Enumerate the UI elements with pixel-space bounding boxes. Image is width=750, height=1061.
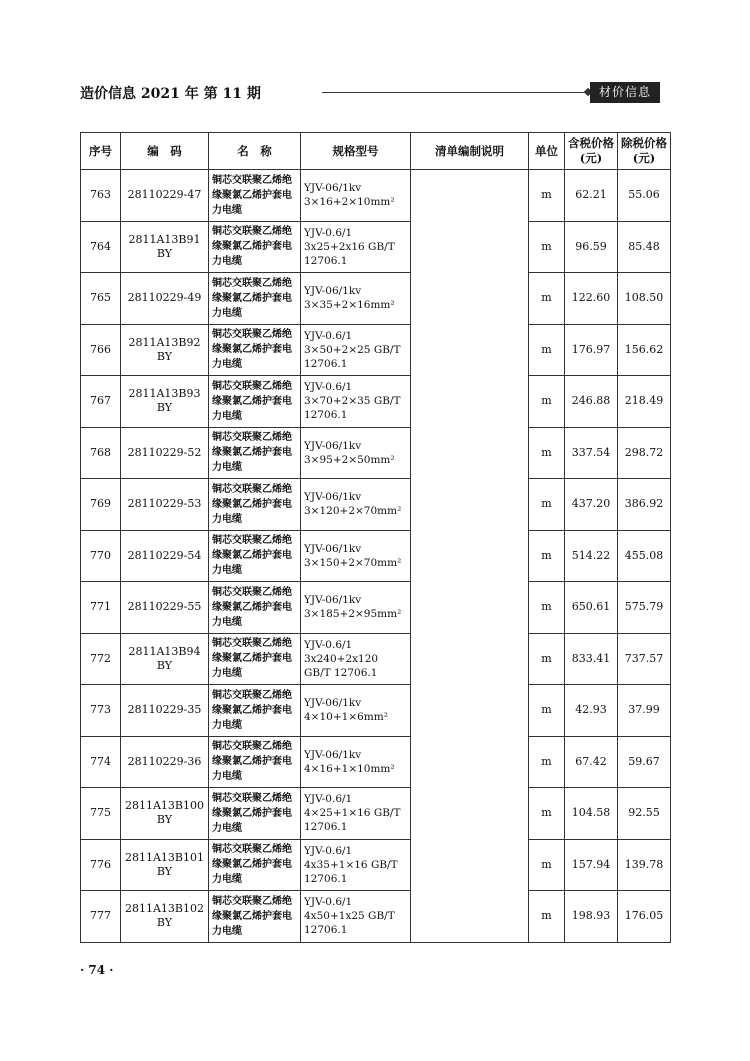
item-spec: YJV-0.6/1 4x50+1x25 GB/T 12706.1 xyxy=(301,891,411,943)
item-code: 2811A13B100 BY xyxy=(121,788,209,840)
table-row xyxy=(81,170,671,222)
item-unit: m xyxy=(529,736,565,788)
price-with-tax: 198.93 xyxy=(565,891,618,943)
col-header-no: 序号 xyxy=(81,133,121,170)
row-number: 774 xyxy=(81,736,121,788)
item-unit: m xyxy=(529,891,565,943)
price-with-tax: 176.97 xyxy=(565,324,618,376)
table-row xyxy=(81,324,671,376)
item-spec: YJV-0.6/1 3x240+2x120 GB/T 12706.1 xyxy=(301,633,411,685)
item-name: 铜芯交联聚乙烯绝缘聚氯乙烯护套电力电缆 xyxy=(209,839,301,891)
table-row xyxy=(81,891,671,943)
row-number: 766 xyxy=(81,324,121,376)
item-name: 铜芯交联聚乙烯绝缘聚氯乙烯护套电力电缆 xyxy=(209,324,301,376)
col-header-unit: 单位 xyxy=(529,133,565,170)
item-code: 28110229-52 xyxy=(121,427,209,479)
table-row xyxy=(81,479,671,531)
item-name: 铜芯交联聚乙烯绝缘聚氯乙烯护套电力电缆 xyxy=(209,273,301,325)
item-name: 铜芯交联聚乙烯绝缘聚氯乙烯护套电力电缆 xyxy=(209,685,301,737)
price-with-tax: 96.59 xyxy=(565,221,618,273)
table-header-row xyxy=(81,133,671,170)
row-number: 764 xyxy=(81,221,121,273)
col-header-name: 名 称 xyxy=(209,133,301,170)
table-row xyxy=(81,788,671,840)
item-unit: m xyxy=(529,170,565,222)
table-row xyxy=(81,839,671,891)
price-without-tax: 37.99 xyxy=(618,685,671,737)
item-unit: m xyxy=(529,530,565,582)
running-header xyxy=(80,82,660,104)
item-unit: m xyxy=(529,788,565,840)
item-name: 铜芯交联聚乙烯绝缘聚氯乙烯护套电力电缆 xyxy=(209,530,301,582)
item-name: 铜芯交联聚乙烯绝缘聚氯乙烯护套电力电缆 xyxy=(209,788,301,840)
item-name: 铜芯交联聚乙烯绝缘聚氯乙烯护套电力电缆 xyxy=(209,633,301,685)
price-with-tax: 514.22 xyxy=(565,530,618,582)
price-without-tax: 575.79 xyxy=(618,582,671,634)
publication-title: 造价信息 2021 年 第 11 期 xyxy=(80,86,261,102)
item-spec: YJV-06/1kv 3×95+2×50mm² xyxy=(301,427,411,479)
col-header-spec: 规格型号 xyxy=(301,133,411,170)
table-row xyxy=(81,685,671,737)
item-name: 铜芯交联聚乙烯绝缘聚氯乙烯护套电力电缆 xyxy=(209,221,301,273)
item-spec: YJV-06/1kv 3×185+2×95mm² xyxy=(301,582,411,634)
item-name: 铜芯交联聚乙烯绝缘聚氯乙烯护套电力电缆 xyxy=(209,582,301,634)
row-number: 769 xyxy=(81,479,121,531)
item-name: 铜芯交联聚乙烯绝缘聚氯乙烯护套电力电缆 xyxy=(209,376,301,428)
price-with-tax: 650.61 xyxy=(565,582,618,634)
item-unit: m xyxy=(529,376,565,428)
price-without-tax: 386.92 xyxy=(618,479,671,531)
item-unit: m xyxy=(529,221,565,273)
item-spec: YJV-0.6/1 3×70+2×35 GB/T 12706.1 xyxy=(301,376,411,428)
table-row xyxy=(81,633,671,685)
item-unit: m xyxy=(529,839,565,891)
col-header-price-notax: 除税价格(元) xyxy=(618,133,671,170)
row-number: 773 xyxy=(81,685,121,737)
table-row xyxy=(81,273,671,325)
item-code: 28110229-49 xyxy=(121,273,209,325)
price-with-tax: 67.42 xyxy=(565,736,618,788)
price-with-tax: 337.54 xyxy=(565,427,618,479)
item-unit: m xyxy=(529,633,565,685)
table-row xyxy=(81,427,671,479)
item-code: 2811A13B102 BY xyxy=(121,891,209,943)
row-number: 776 xyxy=(81,839,121,891)
page-number: · 74 · xyxy=(80,963,114,977)
price-without-tax: 156.62 xyxy=(618,324,671,376)
section-tag: 材价信息 xyxy=(590,82,660,103)
price-with-tax: 157.94 xyxy=(565,839,618,891)
price-table xyxy=(80,132,671,943)
row-number: 765 xyxy=(81,273,121,325)
item-code: 28110229-47 xyxy=(121,170,209,222)
price-without-tax: 737.57 xyxy=(618,633,671,685)
price-without-tax: 85.48 xyxy=(618,221,671,273)
row-number: 771 xyxy=(81,582,121,634)
item-spec: YJV-0.6/1 4×25+1×16 GB/T 12706.1 xyxy=(301,788,411,840)
notes-cell xyxy=(411,170,529,943)
item-code: 2811A13B91 BY xyxy=(121,221,209,273)
item-spec: YJV-06/1kv 4×10+1×6mm² xyxy=(301,685,411,737)
item-spec: YJV-0.6/1 3×50+2×25 GB/T 12706.1 xyxy=(301,324,411,376)
row-number: 775 xyxy=(81,788,121,840)
header-rule xyxy=(322,92,588,93)
item-spec: YJV-0.6/1 4x35+1×16 GB/T 12706.1 xyxy=(301,839,411,891)
item-code: 28110229-55 xyxy=(121,582,209,634)
item-spec: YJV-06/1kv 3×150+2×70mm² xyxy=(301,530,411,582)
price-with-tax: 122.60 xyxy=(565,273,618,325)
item-unit: m xyxy=(529,427,565,479)
price-with-tax: 42.93 xyxy=(565,685,618,737)
item-spec: YJV-06/1kv 3×120+2×70mm² xyxy=(301,479,411,531)
item-unit: m xyxy=(529,582,565,634)
item-name: 铜芯交联聚乙烯绝缘聚氯乙烯护套电力电缆 xyxy=(209,427,301,479)
item-code: 2811A13B92 BY xyxy=(121,324,209,376)
item-unit: m xyxy=(529,324,565,376)
col-header-notes: 清单编制说明 xyxy=(411,133,529,170)
item-name: 铜芯交联聚乙烯绝缘聚氯乙烯护套电力电缆 xyxy=(209,891,301,943)
table-row xyxy=(81,221,671,273)
price-with-tax: 62.21 xyxy=(565,170,618,222)
price-with-tax: 246.88 xyxy=(565,376,618,428)
row-number: 763 xyxy=(81,170,121,222)
price-with-tax: 437.20 xyxy=(565,479,618,531)
price-without-tax: 298.72 xyxy=(618,427,671,479)
table-row xyxy=(81,530,671,582)
item-spec: YJV-06/1kv 4×16+1×10mm² xyxy=(301,736,411,788)
item-spec: YJV-06/1kv 3×35+2×16mm² xyxy=(301,273,411,325)
price-without-tax: 92.55 xyxy=(618,788,671,840)
price-with-tax: 104.58 xyxy=(565,788,618,840)
col-header-price-tax: 含税价格(元) xyxy=(565,133,618,170)
table-body xyxy=(81,170,671,943)
item-code: 28110229-36 xyxy=(121,736,209,788)
item-spec: YJV-0.6/1 3x25+2x16 GB/T 12706.1 xyxy=(301,221,411,273)
item-code: 2811A13B94 BY xyxy=(121,633,209,685)
item-code: 2811A13B101 BY xyxy=(121,839,209,891)
col-header-code: 编 码 xyxy=(121,133,209,170)
table-row xyxy=(81,376,671,428)
row-number: 777 xyxy=(81,891,121,943)
item-unit: m xyxy=(529,479,565,531)
price-without-tax: 176.05 xyxy=(618,891,671,943)
price-without-tax: 55.06 xyxy=(618,170,671,222)
price-without-tax: 139.78 xyxy=(618,839,671,891)
price-without-tax: 218.49 xyxy=(618,376,671,428)
item-unit: m xyxy=(529,273,565,325)
item-code: 28110229-53 xyxy=(121,479,209,531)
price-without-tax: 59.67 xyxy=(618,736,671,788)
item-unit: m xyxy=(529,685,565,737)
price-with-tax: 833.41 xyxy=(565,633,618,685)
row-number: 767 xyxy=(81,376,121,428)
row-number: 768 xyxy=(81,427,121,479)
item-code: 28110229-35 xyxy=(121,685,209,737)
row-number: 770 xyxy=(81,530,121,582)
price-without-tax: 455.08 xyxy=(618,530,671,582)
table-row xyxy=(81,736,671,788)
item-name: 铜芯交联聚乙烯绝缘聚氯乙烯护套电力电缆 xyxy=(209,736,301,788)
item-code: 2811A13B93 BY xyxy=(121,376,209,428)
row-number: 772 xyxy=(81,633,121,685)
item-name: 铜芯交联聚乙烯绝缘聚氯乙烯护套电力电缆 xyxy=(209,170,301,222)
price-without-tax: 108.50 xyxy=(618,273,671,325)
item-name: 铜芯交联聚乙烯绝缘聚氯乙烯护套电力电缆 xyxy=(209,479,301,531)
item-code: 28110229-54 xyxy=(121,530,209,582)
item-spec: YJV-06/1kv 3×16+2×10mm² xyxy=(301,170,411,222)
table-row xyxy=(81,582,671,634)
